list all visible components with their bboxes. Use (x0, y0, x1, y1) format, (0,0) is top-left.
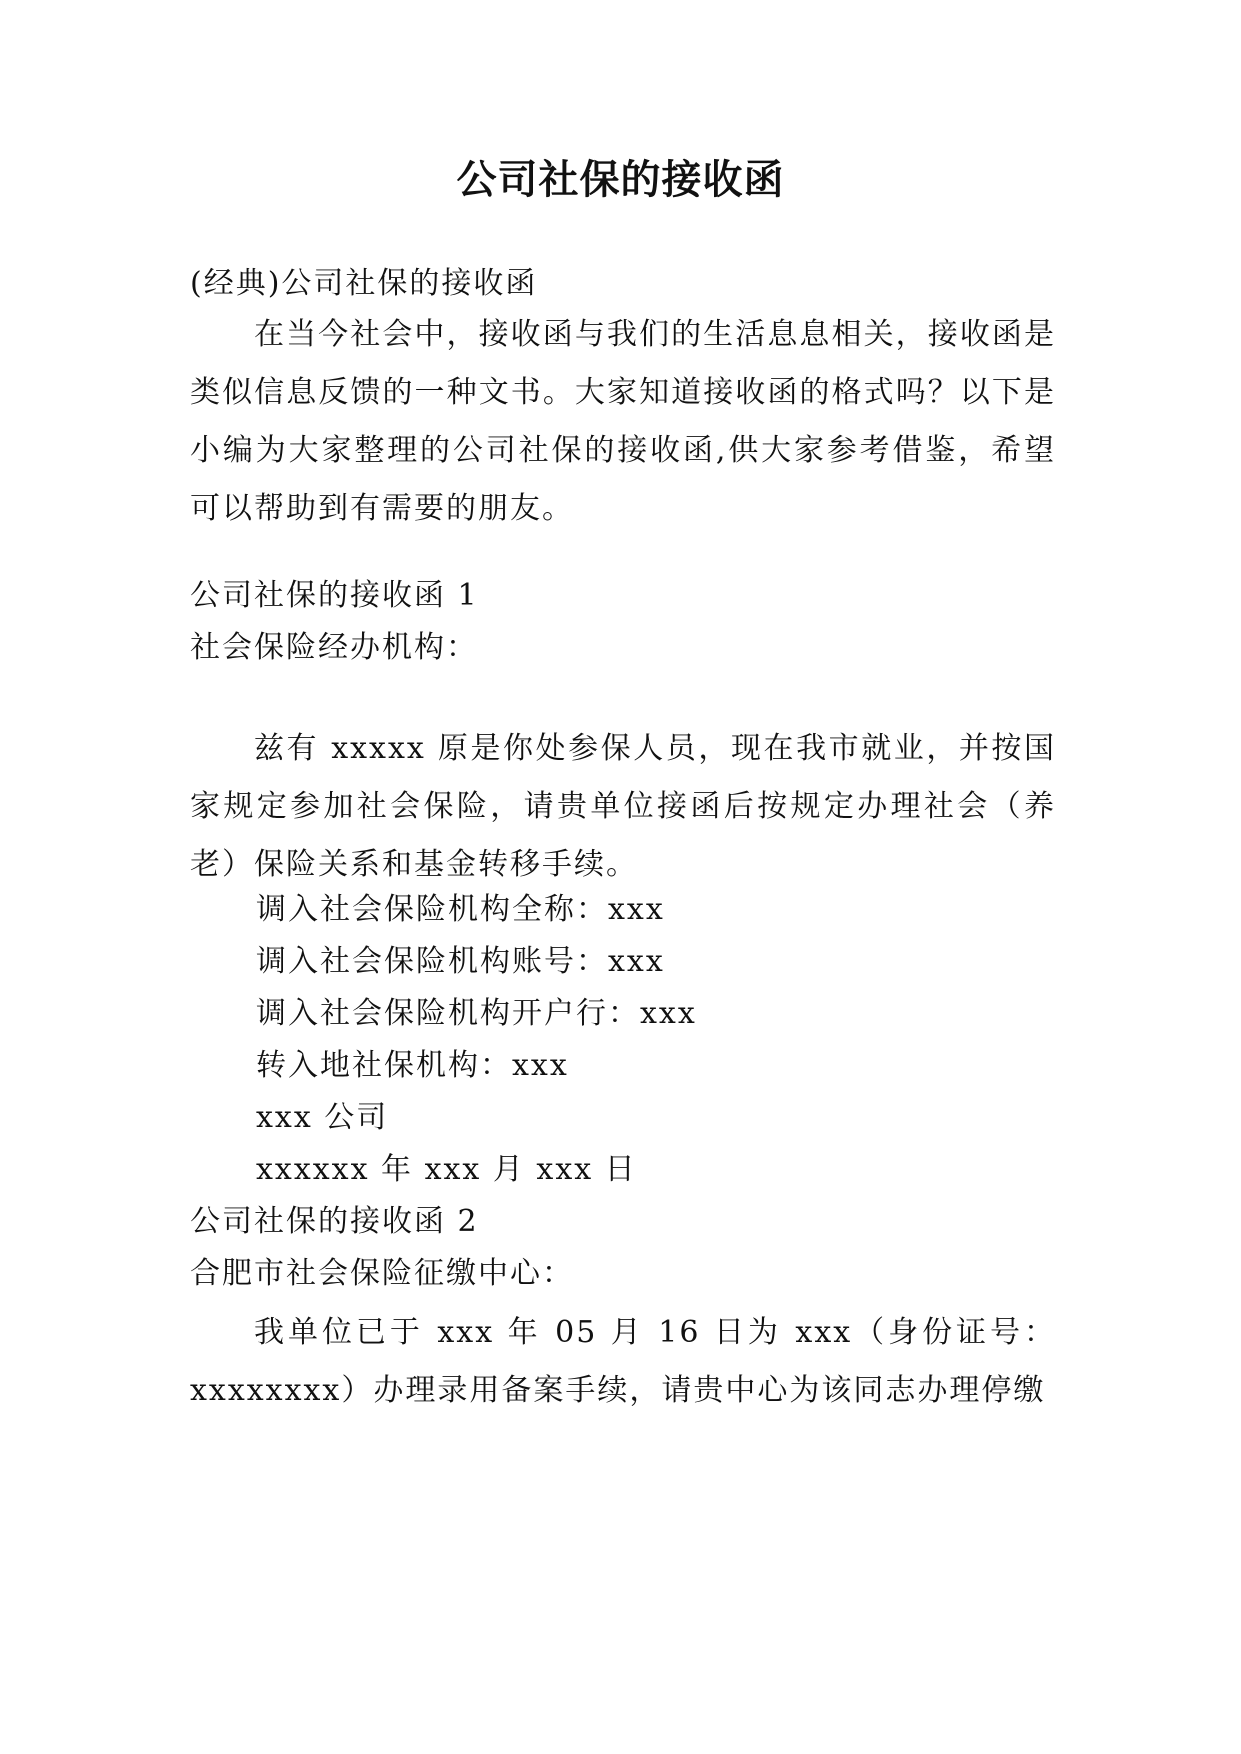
letter1-field: 转入地社保机构：xxx (256, 1048, 569, 1083)
letter2-heading: 公司社保的接收函 2 (190, 1204, 479, 1239)
document-title: 公司社保的接收函 (456, 157, 785, 203)
letter1-date: xxxxxx 年 xxx 月 xxx 日 (256, 1152, 637, 1187)
letter1-company: xxx 公司 (256, 1100, 389, 1135)
intro-paragraph: 在当今社会中，接收函与我们的生活息息相关，接收函是类似信息反馈的一种文书。大家知道接收函的格式吗？以下是小编为大家整理的公司社保的接收函,供大家参考借鉴，希望可以帮助到有需要的朋友。 (190, 317, 1056, 526)
letter1-body: 兹有 xxxxx 原是你处参保人员，现在我市就业，并按国家规定参加社会保险，请贵单位接函后按规定办理社会（养老）保险关系和基金转移手续。 (190, 731, 1056, 882)
letter1-field: 调入社会保险机构全称：xxx (256, 892, 665, 927)
letter2-body: 我单位已于 xxx 年 05 月 16 日为 xxx（身份证号：xxxxxxxx）办理录用备案手续，请贵中心为该同志办理停缴 (190, 1315, 1056, 1408)
letter1-addressee: 社会保险经办机构： (190, 630, 478, 665)
letter2-addressee: 合肥市社会保险征缴中心： (190, 1256, 574, 1291)
letter1-heading: 公司社保的接收函 1 (190, 578, 479, 613)
letter1-field: 调入社会保险机构账号：xxx (256, 944, 665, 979)
letter1-field: 调入社会保险机构开户行：xxx (256, 996, 697, 1031)
document-subtitle: (经典)公司社保的接收函 (190, 266, 538, 301)
